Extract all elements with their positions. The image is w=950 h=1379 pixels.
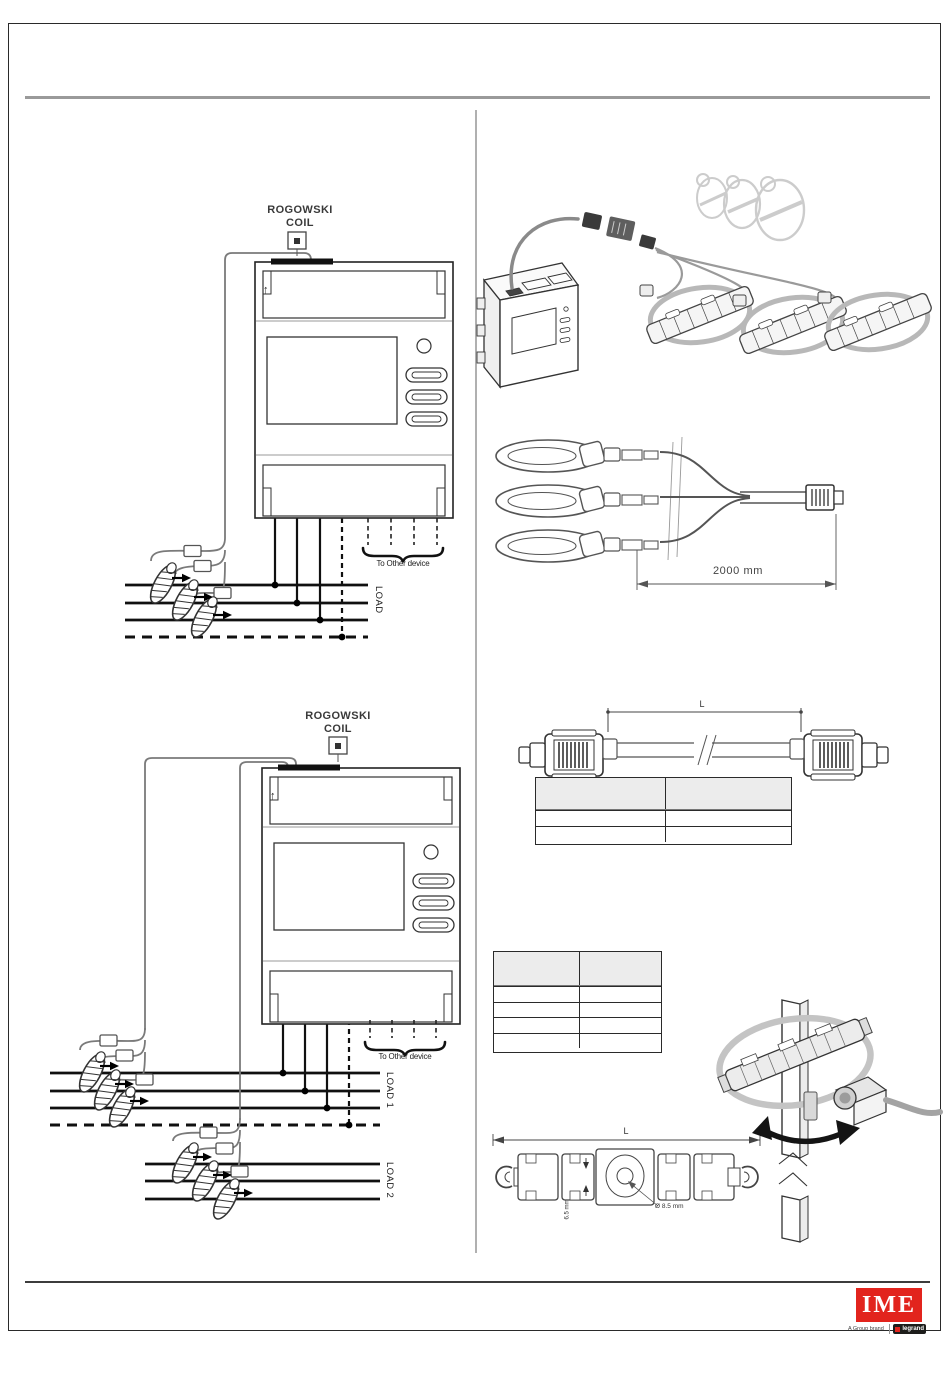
- table-cell: [580, 1018, 661, 1033]
- table-cell: [536, 778, 666, 809]
- rj-plug: [806, 485, 843, 510]
- table-row: [536, 826, 791, 842]
- table-cell: [666, 811, 791, 826]
- table-cell: [580, 1034, 661, 1049]
- overview-3d-illustration: [477, 174, 933, 387]
- table-row: [494, 1017, 661, 1033]
- energy-meter-device: [262, 765, 460, 1025]
- coil-connector-3d: [834, 1077, 940, 1125]
- cable-end-connector: [804, 730, 888, 780]
- diagram-single-load: [125, 232, 453, 641]
- diagram-dual-load: [50, 737, 460, 1223]
- table-cell: [580, 1003, 661, 1018]
- table-row: [536, 810, 791, 826]
- coil-dimension-drawing: [493, 1134, 760, 1206]
- dimension-2000: [637, 514, 836, 590]
- legrand-logo: legrand: [893, 1324, 926, 1334]
- ext-cable-length-label: L: [699, 699, 705, 709]
- rogowski-ring: [496, 530, 658, 562]
- footer-brand-row: [848, 1323, 926, 1335]
- coil-cable-length-dimension: 2000 mm: [712, 565, 764, 577]
- d1-to-other-device-label: To Other device: [376, 559, 430, 568]
- busbar-upper: [782, 1000, 800, 1158]
- d2-load2-label: LOAD 2: [384, 1162, 395, 1199]
- d2-load1-label: LOAD 1: [384, 1072, 395, 1109]
- d2-coil-terminal-icon: [329, 737, 347, 762]
- rogowski-ring: [496, 440, 658, 472]
- table-cell: [536, 827, 666, 842]
- coil-spec-table: [493, 951, 662, 1053]
- coil-thickness-dimension: 6.5 mm: [564, 1199, 571, 1220]
- coil-assembly-3d: [640, 281, 755, 348]
- busbar-lower: [782, 1196, 800, 1242]
- table-row: [494, 986, 661, 1002]
- rogowski-ring: [496, 485, 658, 517]
- d1-load-label: LOAD: [373, 586, 384, 614]
- table-cell: [666, 778, 791, 809]
- busbar-installation: [714, 1000, 940, 1242]
- table-row: [494, 1033, 661, 1049]
- coil-body-flat: [496, 1149, 758, 1205]
- d2-to-other-device-label: To Other device: [378, 1052, 432, 1061]
- hole-diameter-dimension: Ø 8.5 mm: [655, 1203, 684, 1210]
- d2-rogowski-coil-label: ROGOWSKI COIL: [305, 710, 371, 735]
- table-cell: [494, 1018, 580, 1033]
- table-cell: [494, 952, 580, 985]
- extension-cable-drawing: [519, 708, 888, 780]
- busbar-break: [779, 1153, 807, 1186]
- extension-cable-table: [535, 777, 792, 845]
- table-header-row: [536, 778, 791, 810]
- table-cell: [580, 952, 661, 985]
- faded-coils: [697, 174, 804, 240]
- table-cell: [494, 1034, 580, 1049]
- d1-to-other-links: [368, 518, 437, 545]
- coil-set-drawing: [496, 437, 843, 590]
- table-cell: [494, 987, 580, 1002]
- ime-logo: IME: [856, 1288, 922, 1322]
- table-cell: [536, 811, 666, 826]
- footer-divider: [889, 1324, 890, 1334]
- d1-rogowski-coil-label: ROGOWSKI COIL: [267, 204, 333, 229]
- table-cell: [494, 1003, 580, 1018]
- converging-cables: [660, 452, 806, 542]
- coil-length-label: L: [623, 1126, 629, 1136]
- cable-plugs: [582, 212, 657, 250]
- table-cell: [666, 827, 791, 842]
- group-brand-tagline: A Group brand: [848, 1326, 884, 1332]
- d1-orientation-arrow: ↑: [263, 284, 269, 296]
- table-cell: [580, 987, 661, 1002]
- meter-3d: [477, 263, 578, 387]
- d2-orientation-arrow: ↑: [270, 790, 276, 802]
- legrand-red-square-icon: [895, 1327, 900, 1332]
- table-row: [494, 1002, 661, 1018]
- table-header-row: [494, 952, 661, 986]
- cable-end-connector: [519, 730, 603, 780]
- busbar-clip: [804, 1092, 817, 1120]
- energy-meter-device: [255, 259, 453, 519]
- dimension-L: [608, 708, 801, 732]
